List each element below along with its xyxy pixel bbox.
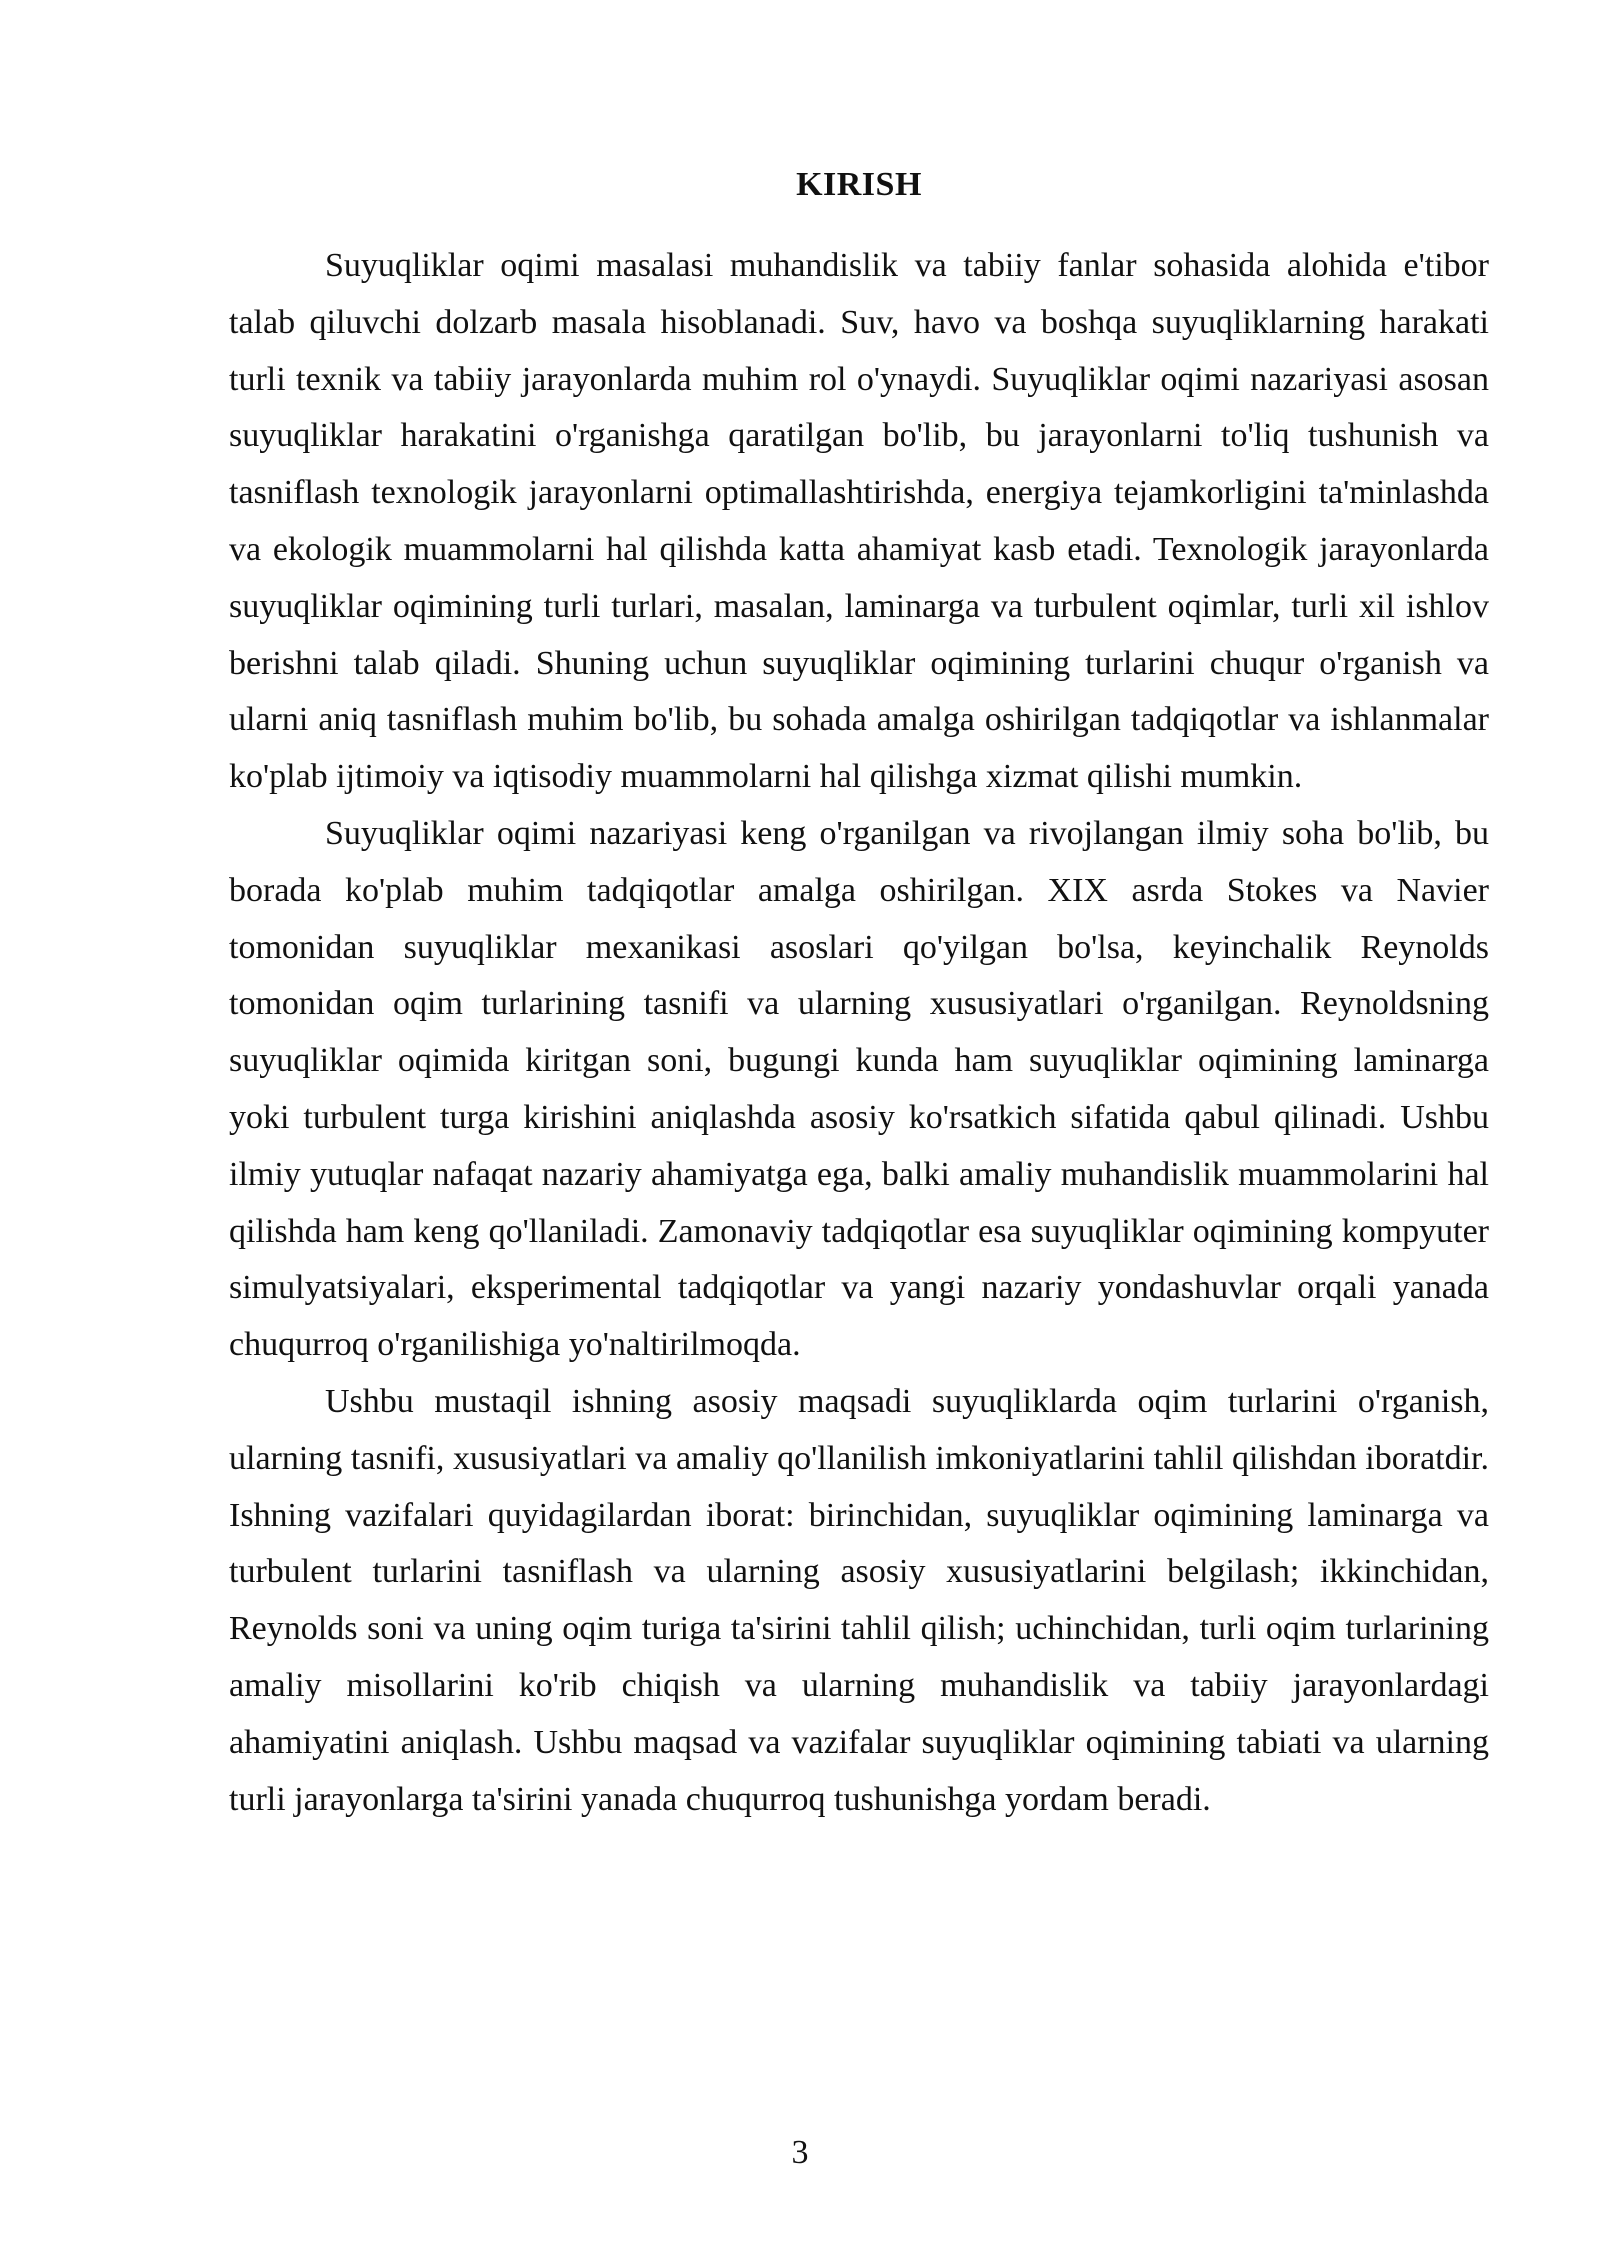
page-content <box>229 160 1489 1828</box>
page-number: 3 <box>791 2134 809 2171</box>
paragraph-objectives: Ushbu mustaqil ishning asosiy maqsadi suyuqliklarda oqim turlarini o'rganish, ularning tasnifi, xususiyatlari va amaliy qo'llanilish imkoniyatlarini tahlil qilishdan iboratdir. Ishning vazifalari quyidagilardan iborat: birinchidan, suyuqliklar oqimining laminarga va turbulent turlarini tasniflash va ularning asosiy xususiyatlarini belgilash; ikkinchidan, Reynolds soni va uning oqim turiga ta'sirini tahlil qilish; uchinchidan, turli oqim turlarining amaliy misollarini ko'rib chiqish va ularning muhandislik va tabiiy jarayonlardagi ahamiyatini aniqlash. Ushbu maqsad va vazifalar suyuqliklar oqimining tabiati va ularning turli jarayonlarga ta'sirini yanada chuqurroq tushunishga yordam beradi. <box>229 1382 1489 1818</box>
section-title: KIRISH <box>796 166 922 203</box>
paragraph-background: Suyuqliklar oqimi nazariyasi keng o'rganilgan va rivojlangan ilmiy soha bo'lib, bu borada ko'plab muhim tadqiqotlar amalga oshirilgan. XIX asrda Stokes va Navier tomonidan suyuqliklar mexanikasi asoslari qo'yilgan bo'lsa, keyinchalik Reynolds tomonidan oqim turlarining tasnifi va ularning xususiyatlari o'rganilgan. Reynoldsning suyuqliklar oqimida kiritgan soni, bugungi kunda ham suyuqliklar oqimining laminarga yoki turbulent turga kirishini aniqlashda asosiy ko'rsatkich sifatida qabul qilinadi. Ushbu ilmiy yutuqlar nafaqat nazariy ahamiyatga ega, balki amaliy muhandislik muammolarini hal qilishda ham keng qo'llaniladi. Zamonaviy tadqiqotlar esa suyuqliklar oqimining kompyuter simulyatsiyalari, eksperimental tadqiqotlar va yangi nazariy yondashuvlar orqali yanada chuqurroq o'rganilishiga yo'naltirilmoqda. <box>229 814 1489 1364</box>
paragraph-introduction: Suyuqliklar oqimi masalasi muhandislik va tabiiy fanlar sohasida alohida e'tibor talab qiluvchi dolzarb masala hisoblanadi. Suv, havo va boshqa suyuqliklarning harakati turli texnik va tabiiy jarayonlarda muhim rol o'ynaydi. Suyuqliklar oqimi nazariyasi asosan suyuqliklar harakatini o'rganishga qaratilgan bo'lib, bu jarayonlarni to'liq tushunish va tasniflash texnologik jarayonlarni optimallashtirishda, energiya tejamkorligini ta'minlashda va ekologik muammolarni hal qilishda katta ahamiyat kasb etadi. Texnologik jarayonlarda suyuqliklar oqimining turli turlari, masalan, laminarga va turbulent oqimlar, turli xil ishlov berishni talab qiladi. Shuning uchun suyuqliklar oqimining turlarini chuqur o'rganish va ularni aniq tasniflash muhim bo'lib, bu sohada amalga oshirilgan tadqiqotlar va ishlanmalar ko'plab ijtimoiy va iqtisodiy muammolarni hal qilishga xizmat qilishi mumkin. <box>229 247 1489 796</box>
